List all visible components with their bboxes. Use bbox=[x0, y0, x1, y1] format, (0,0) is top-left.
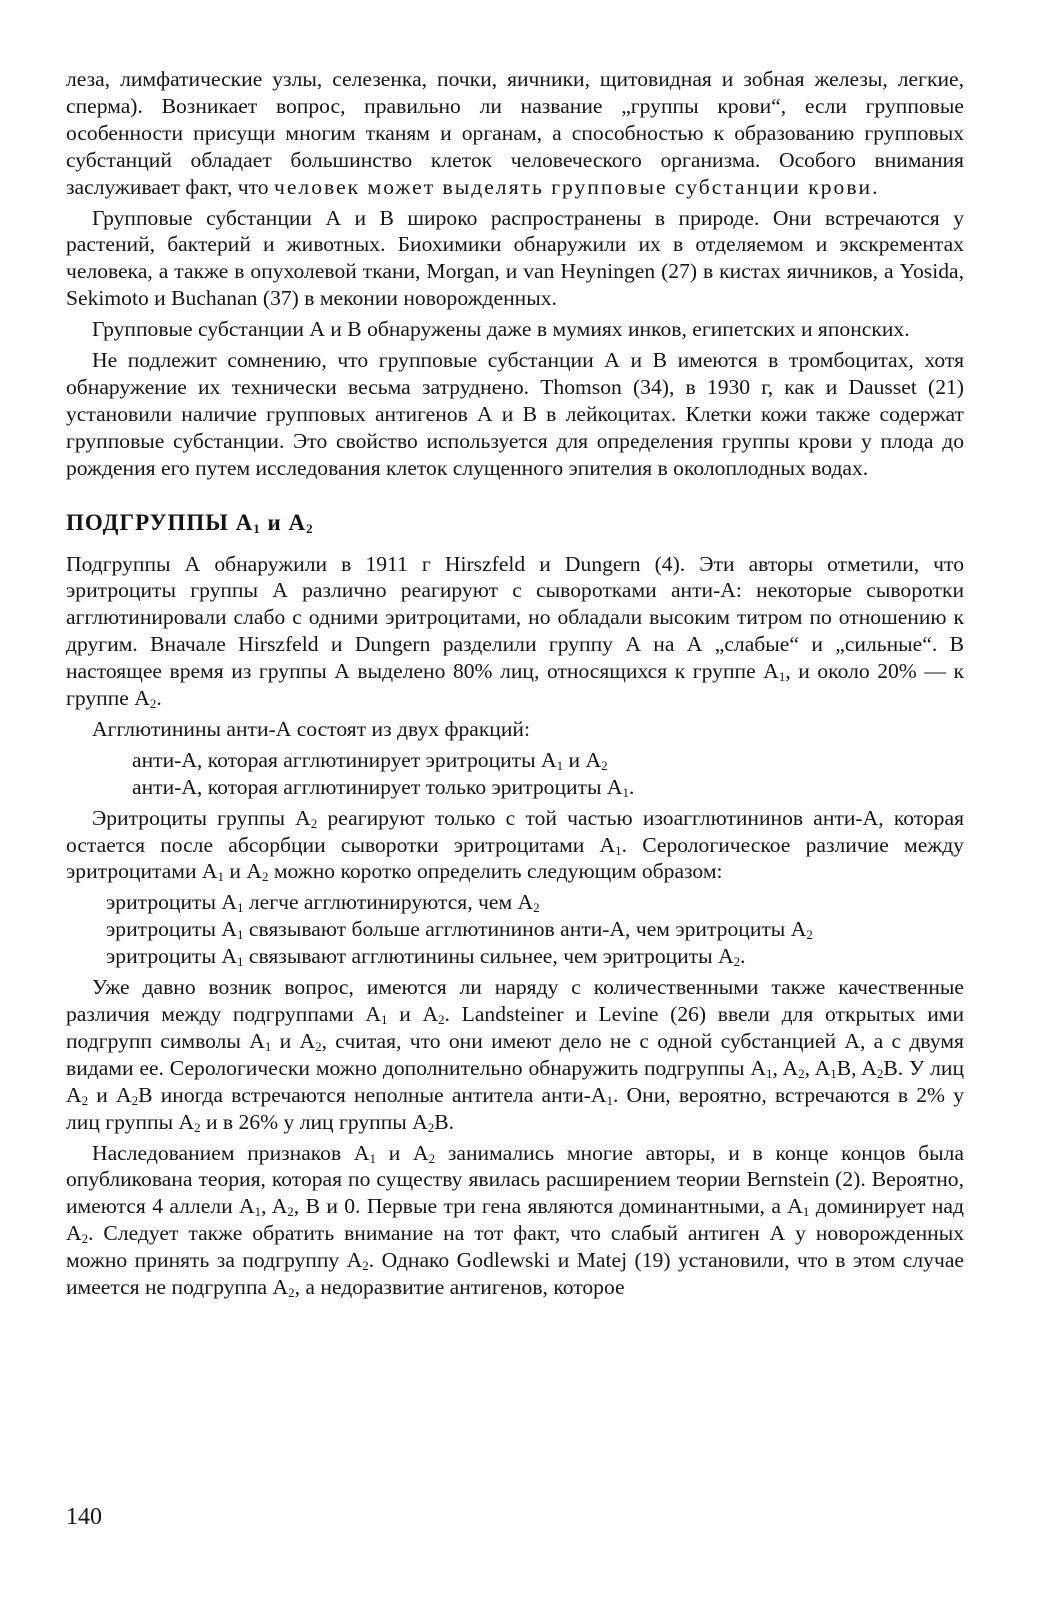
list-item: эритроциты $A_1$ связывают больше агглютининов анти-А, чем эритроциты $A_2$ bbox=[106, 917, 813, 943]
paragraph-6: Агглютинины анти-А состоят из двух фракций: bbox=[92, 716, 530, 741]
list-item: эритроциты $A_1$ связывают агглютинины сильнее, чем эритроциты $A_2$. bbox=[106, 944, 746, 970]
paragraph-3: Групповые субстанции А и В обнаружены даже в мумиях инков, египетских и японских. bbox=[92, 317, 910, 342]
differences-list bbox=[66, 889, 964, 970]
paragraph-1: леза, лимфатические узлы, селезенка, почки, яичники, щитовидная и зобная железы, легкие, сперма). Возникает вопрос, правильно ли название „группы крови“, если групповые особенности присущи многим тканям и органам, а способностью к образованию групповых субстанций обладает большинство клеток человеческого организма. Особого внимания заслуживает факт, что человек может выделять групповые субстанции крови. bbox=[66, 67, 964, 199]
list-item: эритроциты $A_1$ легче агглютинируются, чем $A_2$ bbox=[106, 890, 540, 916]
fractions-list bbox=[66, 747, 964, 801]
list-item: анти-А, которая агглютинирует только эритроциты $A_1$. bbox=[132, 774, 635, 800]
section-heading: ПОДГРУППЫ $A_1$ и $A_2$ bbox=[66, 509, 314, 536]
paragraph-2: Групповые субстанции А и В широко распространены в природе. Они встречаются у растений, бактерий и животных. Биохимики обнаружили их в отделяемом и экскрементах человека, а также в опухолевой ткани, Morgan, и van Heyningen (27) в кистах яичников, а Yosida, Sekimoto и Buchanan (37) в меконии новорожденных. bbox=[66, 205, 964, 311]
spaced-emphasis: человек может выделять групповые субстанции крови. bbox=[273, 174, 880, 199]
paragraph-8: Уже давно возник вопрос, имеются ли наряду с количественными также качественные различия между подгруппами $A_1$ и $A_2$. Landsteiner и Levine (26) ввели для открытых ими подгрупп символы $A_1$ и $A_2$, считая, что они имеют дело не с одной субстанцией А, а с двумя видами ее. Серологически можно дополнительно обнаружить подгруппы $A_1$, $A_2$, $A_1B$, $A_2B$. У лиц $A_2$ и $A_2B$ иногда встречаются неполные антитела анти-$A_1$. Они, вероятно, встречаются в 2% у лиц группы $A_2$ и в 26% у лиц группы $A_2B$. bbox=[66, 975, 965, 1135]
paragraph-7: Эритроциты группы $A_2$ реагируют только с той частью изоагглютининов анти-А, которая остается после абсорбции сыворотки эритроцитами $A_1$. Серологическое различие между эритроцитами $A_1$ и $A_2$ можно коротко определить следующим образом: bbox=[66, 805, 964, 885]
paragraph-9: Наследованием признаков $A_1$ и $A_2$ занимались многие авторы, и в конце концов была опубликована теория, которая по существу явилась расширением теории Bernstein (2). Вероятно, имеются 4 аллели $A_1$, $A_2$, B и 0. Первые три гена являются доминантными, а $A_1$ доминирует над $A_2$. Следует также обратить внимание на тот факт, что слабый антиген А у новорожденных можно принять за подгруппу $A_2$. Однако Godlewski и Matej (19) установили, что в этом случае имеется не подгруппа $A_2$, а недоразвитие антигенов, которое bbox=[66, 1140, 964, 1301]
page-number: 140 bbox=[66, 1504, 102, 1530]
paragraph-4: Не подлежит сомнению, что групповые субстанции А и В имеются в тромбоцитах, хотя обнаружение их технически весьма затруднено. Thomson (34), в 1930 г, как и Dausset (21) установили наличие групповых антигенов А и В в лейкоцитах. Клетки кожи также содержат групповые субстанции. Это свойство используется для определения группы крови у плода до рождения его путем исследования клеток слущенного эпителия в околоплодных водах. bbox=[66, 348, 964, 480]
paragraph-5: Подгруппы А обнаружили в 1911 г Hirszfeld и Dungern (4). Эти авторы отметили, что эритроциты группы А различно реагируют с сыворотками анти-А: некоторые сыворотки агглютинировали слабо с одними эритроцитами, но обладали высоким титром по отношению к другим. Вначале Hirszfeld и Dungern разделили группу А на А „слабые“ и „сильные“. В настоящее время из группы А выделено 80% лиц, относящихся к группе $A_1$, и около 20% — к группе $A_2$. bbox=[66, 551, 964, 712]
document-page bbox=[66, 66, 964, 1305]
list-item: анти-А, которая агглютинирует эритроциты $A_1$ и $A_2$ bbox=[132, 747, 608, 773]
